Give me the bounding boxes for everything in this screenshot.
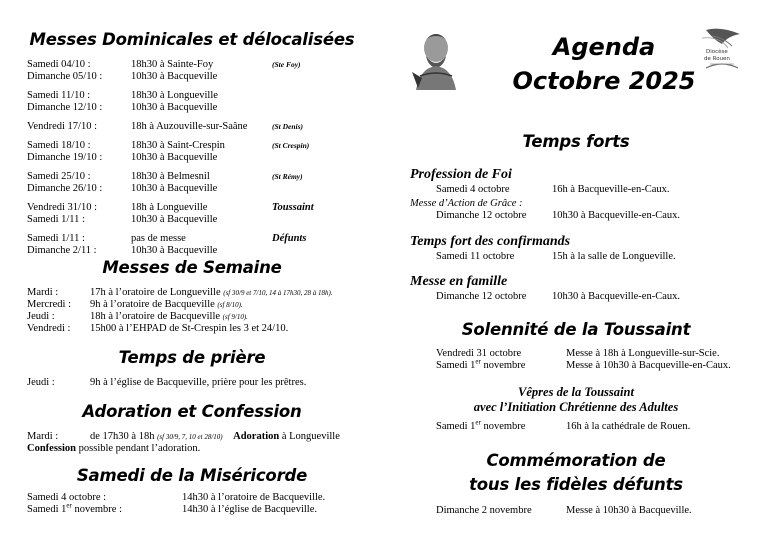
week-mass-note: (sf 9/10).	[222, 313, 248, 321]
heading-temps-forts: Temps forts	[522, 132, 630, 151]
sunday-mass-day: Samedi 1/11 :	[27, 214, 85, 225]
sunday-mass-tag: (Ste Foy)	[272, 60, 301, 69]
sunday-mass-day: Samedi 18/10 :	[27, 140, 91, 151]
sunday-mass-day: Dimanche 05/10 :	[27, 71, 103, 82]
week-mass-text	[90, 287, 333, 299]
sunday-mass-day: Vendredi 31/10 :	[27, 202, 97, 213]
heading-prayer: Temps de prière	[118, 348, 266, 367]
week-mass-note: (sf 8/10).	[217, 301, 243, 309]
confirm-day: Samedi 11 octobre	[436, 251, 515, 262]
confirm-text: 15h à la salle de Longueville.	[552, 251, 676, 262]
sunday-mass-time: 18h à Longueville	[131, 202, 208, 213]
week-mass-text	[90, 323, 288, 335]
week-mass-place: 18h à l’oratoire de Bacqueville	[90, 311, 221, 322]
sunday-mass-day: Dimanche 26/10 :	[27, 183, 103, 194]
right-page	[384, 0, 768, 543]
sunday-mass-day: Samedi 1/11 :	[27, 233, 85, 244]
sunday-mass-tag: Défunts	[272, 233, 307, 244]
sunday-mass-time: 10h30 à Bacqueville	[131, 245, 218, 256]
profession-text: 16h à Bacqueville-en-Caux.	[552, 184, 670, 195]
famille-text: 10h30 à Bacqueville-en-Caux.	[552, 291, 680, 302]
toussaint-day-2-a: Samedi 1	[436, 360, 476, 371]
sunday-mass-time: 18h à Auzouville-sur-Saâne	[131, 121, 248, 132]
adoration-line2	[27, 443, 200, 455]
sunday-mass-time: 10h30 à Bacqueville	[131, 71, 218, 82]
sunday-mass-time: 18h30 à Belmesnil	[131, 171, 210, 182]
commemo-day: Dimanche 2 novembre	[436, 505, 532, 516]
toussaint-day-2-sup: er	[475, 357, 481, 366]
vepres-line-2: avec l’Initiation Chrétienne des Adultes	[473, 400, 679, 414]
vepres-day	[436, 418, 526, 433]
heading-mercy: Samedi de la Miséricorde	[76, 466, 308, 485]
sunday-mass-day: Vendredi 17/10 :	[27, 121, 97, 132]
action-day: Dimanche 12 octobre	[436, 210, 527, 221]
week-mass-place: 17h à l’oratoire de Longueville	[90, 287, 221, 298]
toussaint-day-2	[436, 357, 526, 372]
toussaint-text-2: Messe à 10h30 à Bacqueville-en-Caux.	[566, 360, 731, 371]
adoration-note: (sf 30/9, 7, 10 et 28/10)	[157, 433, 223, 441]
week-mass-day: Mardi :	[27, 287, 59, 298]
week-mass-place: 15h00 à l’EHPAD de St-Crespin les 3 et 24/10.	[90, 323, 289, 334]
mercy-text-1: 14h30 à l’oratoire de Bacqueville.	[182, 492, 326, 503]
adoration-line1	[90, 431, 340, 443]
mercy-day-2-sup: er	[66, 501, 72, 510]
heading-week-masses: Messes de Semaine	[102, 258, 282, 277]
sunday-mass-tag: (St Denis)	[272, 122, 304, 131]
week-mass-day: Mercredi :	[27, 299, 72, 310]
vepres-day-b: novembre	[480, 421, 526, 432]
sunday-mass-time: 10h30 à Bacqueville	[131, 102, 218, 113]
sunday-mass-day: Samedi 11/10 :	[27, 90, 91, 101]
famille-day: Dimanche 12 octobre	[436, 291, 527, 302]
sunday-mass-tag: (St Rémy)	[272, 172, 303, 181]
sunday-mass-time: 18h30 à Saint-Crespin	[131, 140, 225, 151]
sunday-mass-day: Samedi 25/10 :	[27, 171, 91, 182]
vepres-text: 16h à la cathédrale de Rouen.	[566, 421, 691, 432]
week-mass-text	[90, 299, 243, 311]
confession-text: possible pendant l’adoration.	[78, 443, 201, 454]
logo-text-1: Diocèse	[706, 49, 728, 55]
week-mass-text	[90, 311, 248, 323]
adoration-time: de 17h30 à 18h	[90, 431, 155, 442]
vepres-day-a: Samedi 1	[436, 421, 476, 432]
toussaint-day-1: Vendredi 31 octobre	[436, 348, 522, 359]
sunday-mass-day: Dimanche 2/11 :	[27, 245, 97, 256]
mercy-day-2-b: novembre :	[71, 504, 122, 515]
sunday-mass-day: Dimanche 19/10 :	[27, 152, 103, 163]
sunday-mass-day: Dimanche 12/10 :	[27, 102, 103, 113]
agenda-month: Octobre 2025	[512, 67, 696, 95]
heading-commemoration-2: tous les fidèles défunts	[469, 475, 683, 494]
sunday-mass-time: 10h30 à Bacqueville	[131, 152, 218, 163]
profession-heading: Profession de Foi	[410, 167, 512, 182]
commemo-text: Messe à 10h30 à Bacqueville.	[566, 505, 692, 516]
mercy-day-2	[27, 501, 122, 516]
week-mass-note: (sf 30/9 et 7/10, 14 à 17h30, 28 à 18h).	[223, 289, 333, 297]
action-text: 10h30 à Bacqueville-en-Caux.	[552, 210, 680, 221]
mercy-day-1: Samedi 4 octobre :	[27, 492, 107, 503]
sunday-mass-time: 10h30 à Bacqueville	[131, 214, 218, 225]
adoration-place: à Longueville	[281, 431, 340, 442]
famille-heading: Messe en famille	[410, 274, 508, 289]
sunday-mass-time: 18h30 à Sainte-Foy	[131, 59, 214, 70]
adoration-label: Adoration	[233, 431, 280, 442]
sunday-mass-tag: Toussaint	[272, 202, 314, 213]
heading-toussaint: Solennité de la Toussaint	[461, 320, 691, 339]
sunday-mass-time: 10h30 à Bacqueville	[131, 183, 218, 194]
week-mass-day: Vendredi :	[27, 323, 71, 334]
logo-text-2: de Rouen	[704, 56, 730, 62]
saint-statue-image	[410, 26, 462, 90]
week-mass-place: 9h à l’oratoire de Bacqueville	[90, 299, 215, 310]
profession-day: Samedi 4 octobre	[436, 184, 510, 195]
vepres-line-1: Vêpres de la Toussaint	[518, 385, 634, 399]
prayer-day: Jeudi :	[27, 377, 55, 388]
confession-label: Confession	[27, 443, 77, 454]
toussaint-text-1: Messe à 18h à Longueville-sur-Scie.	[566, 348, 720, 359]
toussaint-day-2-b: novembre	[480, 360, 526, 371]
vepres-day-sup: er	[475, 418, 481, 427]
week-mass-day: Jeudi :	[27, 311, 55, 322]
mercy-day-2-a: Samedi 1	[27, 504, 67, 515]
adoration-day: Mardi :	[27, 431, 59, 442]
agenda-title: Agenda	[552, 33, 656, 61]
action-heading: Messe d’Action de Grâce :	[410, 198, 523, 209]
heading-sunday-masses: Messes Dominicales et délocalisées	[29, 30, 355, 49]
confirm-heading: Temps fort des confirmands	[410, 234, 571, 249]
prayer-text: 9h à l’église de Bacqueville, prière pour les prêtres.	[90, 377, 307, 388]
heading-commemoration-1: Commémoration de	[486, 451, 666, 470]
sunday-mass-tag: (St Crespin)	[272, 141, 310, 150]
sunday-mass-time: pas de messe	[131, 233, 186, 244]
sunday-mass-day: Samedi 04/10 :	[27, 59, 91, 70]
mercy-text-2: 14h30 à l’église de Bacqueville.	[182, 504, 317, 515]
diocese-logo	[698, 24, 746, 72]
heading-adoration: Adoration et Confession	[82, 402, 302, 421]
sunday-mass-time: 18h30 à Longueville	[131, 90, 218, 101]
